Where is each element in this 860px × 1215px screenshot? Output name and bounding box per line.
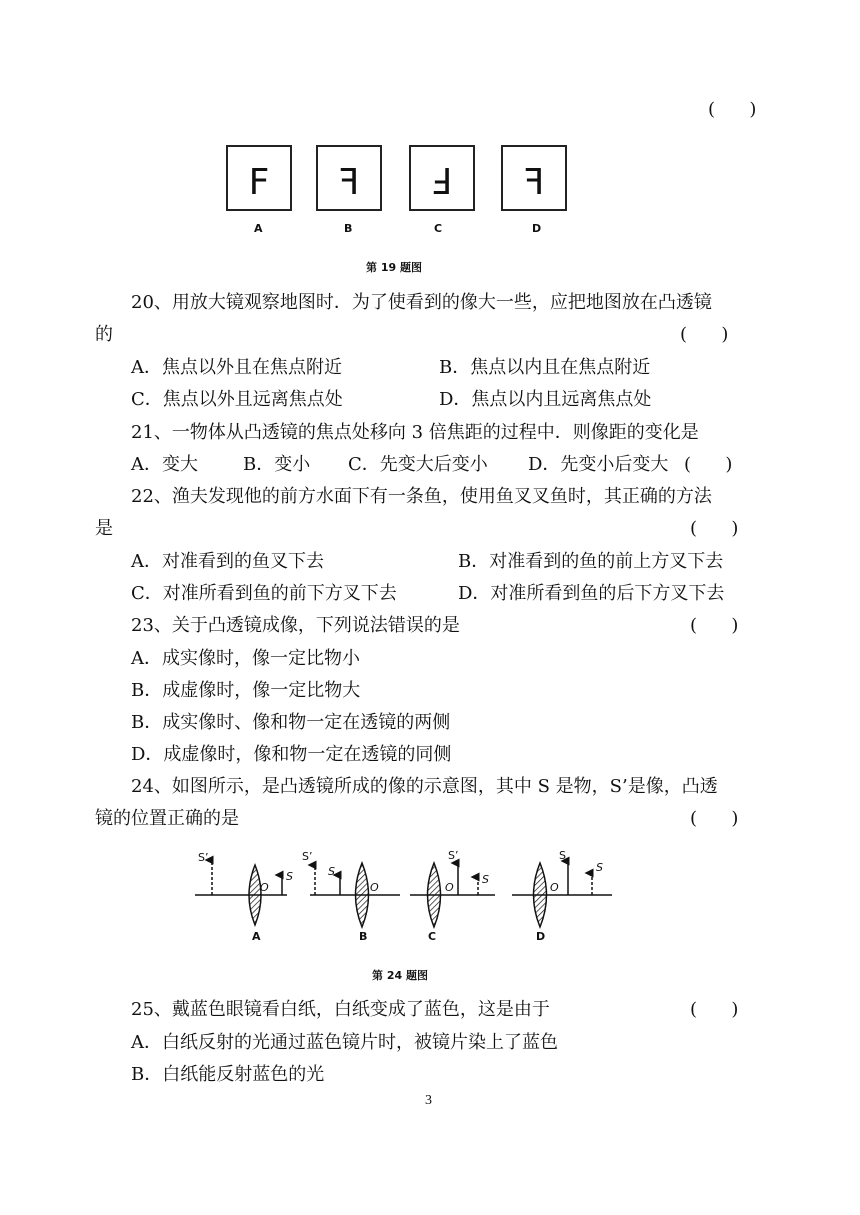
- q24-a-sprime: S’: [198, 851, 209, 864]
- q24-lens-b: [356, 863, 369, 927]
- q24-lens-d: [534, 863, 547, 927]
- q24-stem-line1: 24、如图所示，是凸透镜所成的像的示意图，其中 S 是物，S’是像，凸透: [131, 776, 718, 797]
- q19-label-b: B: [344, 222, 353, 235]
- q24-d-s: S: [559, 849, 566, 862]
- q20-option-b: B．焦点以内且在焦点附近: [439, 357, 651, 378]
- q19-option-d-box: [502, 146, 566, 210]
- q21-option-d: D．先变小后变大: [528, 454, 669, 475]
- q25-stem: 25、戴蓝色眼镜看白纸，白纸变成了蓝色，这是由于: [131, 999, 550, 1020]
- q22-option-b: B．对准看到的鱼的前上方叉下去: [458, 551, 724, 572]
- q19-option-a-box: [227, 146, 291, 210]
- q19-label-a: A: [254, 222, 263, 235]
- q24-caption: 第 24 题图: [372, 969, 428, 982]
- q24-label-c: C: [428, 930, 437, 943]
- q24-b-o: O: [370, 881, 379, 894]
- q24-diagram-a: [195, 851, 293, 925]
- q24-diagram-d: [512, 849, 612, 927]
- q22-option-c: C．对准所看到鱼的前下方叉下去: [131, 583, 397, 604]
- q19-glyph-b: F: [338, 162, 360, 203]
- q24-lens-c: [428, 863, 441, 927]
- q24-c-sprime: S’: [448, 849, 459, 862]
- q20-stem-line1: 20、用放大镜观察地图时．为了使看到的像大一些，应把地图放在凸透镜: [131, 292, 712, 313]
- q23-option-b: B．成虚像时，像一定比物大: [131, 680, 361, 701]
- q23-option-c: B．成实像时、像和物一定在透镜的两侧: [131, 712, 451, 733]
- q24-c-s: S: [482, 873, 489, 886]
- page-number: 3: [425, 1093, 432, 1108]
- q24-a-o: O: [260, 881, 269, 894]
- q24-lens-a: [249, 865, 261, 925]
- q23-answer-paren: ( ): [690, 615, 739, 636]
- q23-option-d: D．成虚像时，像和物一定在透镜的同侧: [131, 744, 452, 765]
- q20-option-a: A．焦点以外且在焦点附近: [131, 357, 342, 378]
- q24-a-s: S: [286, 870, 293, 883]
- q21-option-b: B．变小: [243, 454, 311, 475]
- q20-stem-line2: 的: [95, 324, 113, 345]
- q24-label-d: D: [536, 930, 546, 943]
- q24-b-s: S: [328, 865, 335, 878]
- q19-figure-svg: [220, 140, 600, 240]
- q21-answer-paren: ( ): [684, 454, 733, 475]
- q24-b-sprime: S’: [302, 850, 313, 863]
- q23-stem: 23、关于凸透镜成像，下列说法错误的是: [131, 615, 460, 636]
- q24-diagram-c: [410, 849, 495, 927]
- q24-diagram-b: [302, 850, 400, 927]
- q19-caption: 第 19 题图: [366, 261, 422, 274]
- q20-option-d: D．焦点以内且远离焦点处: [439, 389, 652, 410]
- q19-glyph-c: F: [431, 159, 453, 200]
- q22-option-a: A．对准看到的鱼叉下去: [131, 551, 324, 572]
- q21-option-c: C．先变大后变小: [348, 454, 488, 475]
- q20-option-c: C．焦点以外且远离焦点处: [131, 389, 343, 410]
- q24-label-b: B: [359, 930, 368, 943]
- q19-label-d: D: [532, 222, 542, 235]
- q22-answer-paren: ( ): [690, 518, 739, 539]
- q24-label-a: A: [252, 930, 261, 943]
- q24-d-o: O: [550, 881, 559, 894]
- q21-option-a: A．变大: [131, 454, 198, 475]
- q24-answer-paren: ( ): [690, 808, 739, 829]
- q25-option-b: B．白纸能反射蓝色的光: [131, 1064, 325, 1085]
- q19-glyph-a: F: [248, 162, 270, 203]
- q20-answer-paren: ( ): [680, 324, 729, 345]
- q19-option-b-box: [317, 146, 381, 210]
- q24-d-s2: S: [596, 861, 603, 874]
- q25-option-a: A．白纸反射的光通过蓝色镜片时，被镜片染上了蓝色: [131, 1032, 558, 1053]
- q19-figure: [220, 140, 600, 240]
- q22-option-d: D．对准所看到鱼的后下方叉下去: [458, 583, 725, 604]
- q21-stem: 21、一物体从凸透镜的焦点处移向 3 倍焦距的过程中．则像距的变化是: [131, 422, 699, 443]
- q19-answer-paren: ( ): [708, 99, 757, 120]
- q19-option-c-box: [410, 146, 474, 210]
- q24-c-o: O: [445, 881, 454, 894]
- q22-stem-line1: 22、渔夫发现他的前方水面下有一条鱼，使用鱼叉叉鱼时，其正确的方法: [131, 486, 712, 507]
- q23-option-a: A．成实像时，像一定比物小: [131, 648, 360, 669]
- q22-stem-line2: 是: [95, 518, 113, 539]
- q19-glyph-d: F: [523, 162, 545, 203]
- q25-answer-paren: ( ): [690, 999, 739, 1020]
- q24-stem-line2: 镜的位置正确的是: [95, 808, 239, 829]
- q19-label-c: C: [434, 222, 443, 235]
